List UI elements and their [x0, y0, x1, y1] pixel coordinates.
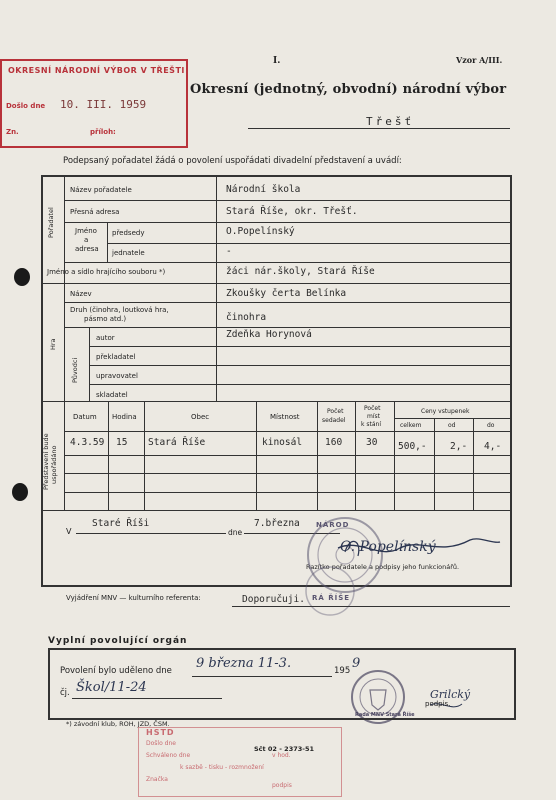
received-stamp-attach-label: příloh: — [90, 128, 116, 136]
granted-label: Povolení bylo uděleno dne — [60, 666, 172, 676]
header-standing-2: míst — [367, 413, 380, 420]
town-name: Třešť — [366, 115, 415, 128]
received-stamp-date-label: Došlo dne — [6, 102, 46, 110]
troupe-name: žáci nár.školy, Stará Říše — [226, 266, 375, 277]
received-stamp-date: 10. III. 1959 — [60, 98, 147, 111]
genre-label-2: pásmo atd.) — [84, 315, 127, 323]
play-title-label: Název — [70, 290, 92, 298]
print-stamp-line1: Došlo dne — [146, 740, 176, 747]
row-total: 500,- — [398, 441, 427, 452]
print-stamp-line5: podpis — [272, 782, 292, 789]
chair-label: předsedy — [112, 229, 145, 237]
sign-caption: Razítko pořadatele a podpisy jeho funkcionářů. — [306, 563, 460, 571]
granted-date: 9 března 11-3. — [196, 656, 292, 671]
print-stamp-line3: k sazbě - tisku - rozmnožení — [180, 764, 264, 771]
ref-underline — [72, 698, 222, 699]
organizer-name-label: Název pořadatele — [70, 186, 132, 194]
place-prefix: V — [66, 527, 72, 536]
print-stamp — [138, 727, 342, 797]
genre-label-1: Druh (činohra, loutková hra, — [70, 306, 169, 314]
header-time: Hodina — [112, 413, 137, 421]
approval-signature: Grilcký — [430, 688, 471, 701]
chair-name: O.Popelínský — [226, 226, 295, 237]
print-stamp-office: HSTD — [146, 728, 175, 737]
secretary-name: - — [226, 246, 232, 257]
header-date: Datum — [73, 413, 97, 421]
header-standing-3: k stání — [361, 421, 382, 428]
header-seats-1: Počet — [327, 408, 344, 415]
footnote: *) závodní klub, ROH, JZD, ČSM. — [66, 720, 170, 728]
person-label-1: Jméno — [75, 227, 97, 235]
header-seats-2: sedadel — [322, 417, 346, 424]
person-label-3: adresa — [75, 245, 99, 253]
page-title: Okresní (jednotný, obvodní) národní výbor — [190, 82, 507, 97]
mnv-underline — [232, 606, 510, 607]
person-label-2: a — [84, 236, 89, 244]
secretary-label: jednatele — [112, 249, 145, 257]
print-stamp-line2: Schváleno dne — [146, 752, 191, 759]
author-label: autor — [96, 334, 115, 342]
header-venue: Místnost — [270, 413, 300, 421]
row-venue: kinosál — [262, 437, 303, 448]
sign-label: podpis. — [425, 700, 451, 708]
translator-label: překladatel — [96, 353, 136, 361]
perf-side-label-1: Představení bude — [42, 433, 50, 490]
received-stamp-ref-label: Zn. — [6, 128, 19, 136]
row-time: 15 — [116, 437, 128, 448]
place-value: Staré Říši — [92, 518, 150, 529]
row-standing: 30 — [366, 437, 378, 448]
granted-year-prefix: 195 — [334, 666, 351, 676]
organizer-name: Národní škola — [226, 184, 301, 195]
organizer-address: Stará Říše, okr. Třešť. — [226, 206, 358, 217]
ref-value: Škol/11-24 — [76, 680, 147, 695]
composer-label: skladatel — [96, 391, 128, 399]
authors-side-label: Původci — [71, 357, 79, 383]
date-value: 7.března — [254, 518, 300, 529]
row-from: 2,- — [450, 441, 468, 452]
approval-title: Vyplní povolující orgán — [48, 636, 188, 646]
header-prices: Ceny vstupenek — [421, 408, 470, 415]
organizer-signature: O. Popelínský — [340, 539, 436, 555]
row-seats: 160 — [325, 437, 343, 448]
header-from: od — [448, 422, 456, 429]
intro-text: Podepsaný pořadatel žádá o povolení uspořádati divadelní představení a uvádí: — [63, 156, 402, 166]
print-stamp-extra: v hod. — [272, 752, 291, 759]
organizer-side-label: Pořadatel — [47, 207, 55, 238]
header-standing-1: Počet — [364, 405, 381, 412]
troupe-label: Jméno a sídlo hrajícího souboru *) — [47, 268, 166, 276]
organizer-address-label: Přesná adresa — [70, 208, 120, 216]
adapter-label: upravovatel — [96, 372, 138, 380]
row-municipality: Stará Říše — [148, 437, 206, 448]
print-stamp-line4: Značka — [146, 776, 168, 783]
council-stamp-text: Rada MNV Stará Říše — [355, 712, 415, 718]
row-to: 4,- — [484, 441, 502, 452]
form-code: Vzor A/III. — [456, 55, 503, 65]
received-stamp-office: OKRESNÍ NÁRODNÍ VÝBOR V TŘEŠTI — [8, 66, 185, 75]
mnv-opinion-label: Vyjádření MNV — kulturního referenta: — [66, 594, 201, 602]
play-author: Zdeňka Horynová — [226, 329, 312, 340]
mnv-opinion-value: Doporučuji. — [242, 594, 305, 605]
school-stamp-bottom: RÁ ŘÍŠE — [312, 594, 351, 602]
header-municipality: Obec — [191, 413, 210, 421]
print-code: Sčt 02 - 2373-51 — [254, 745, 315, 753]
play-side-label: Hra — [49, 338, 57, 350]
granted-year-suffix: 9 — [352, 656, 361, 671]
play-genre: činohra — [226, 312, 267, 323]
school-stamp-top: NÁROD — [316, 521, 350, 529]
header-to: do — [487, 422, 495, 429]
form-numeral: I. — [273, 56, 281, 66]
date-prefix: dne — [228, 528, 243, 537]
header-total: celkem — [400, 422, 422, 429]
perf-side-label-2: uspořádáno — [50, 445, 58, 484]
ref-label: čj. — [60, 688, 70, 698]
play-title: Zkoušky čerta Belínka — [226, 288, 347, 299]
row-date: 4.3.59 — [70, 437, 105, 448]
granted-underline — [192, 676, 332, 677]
